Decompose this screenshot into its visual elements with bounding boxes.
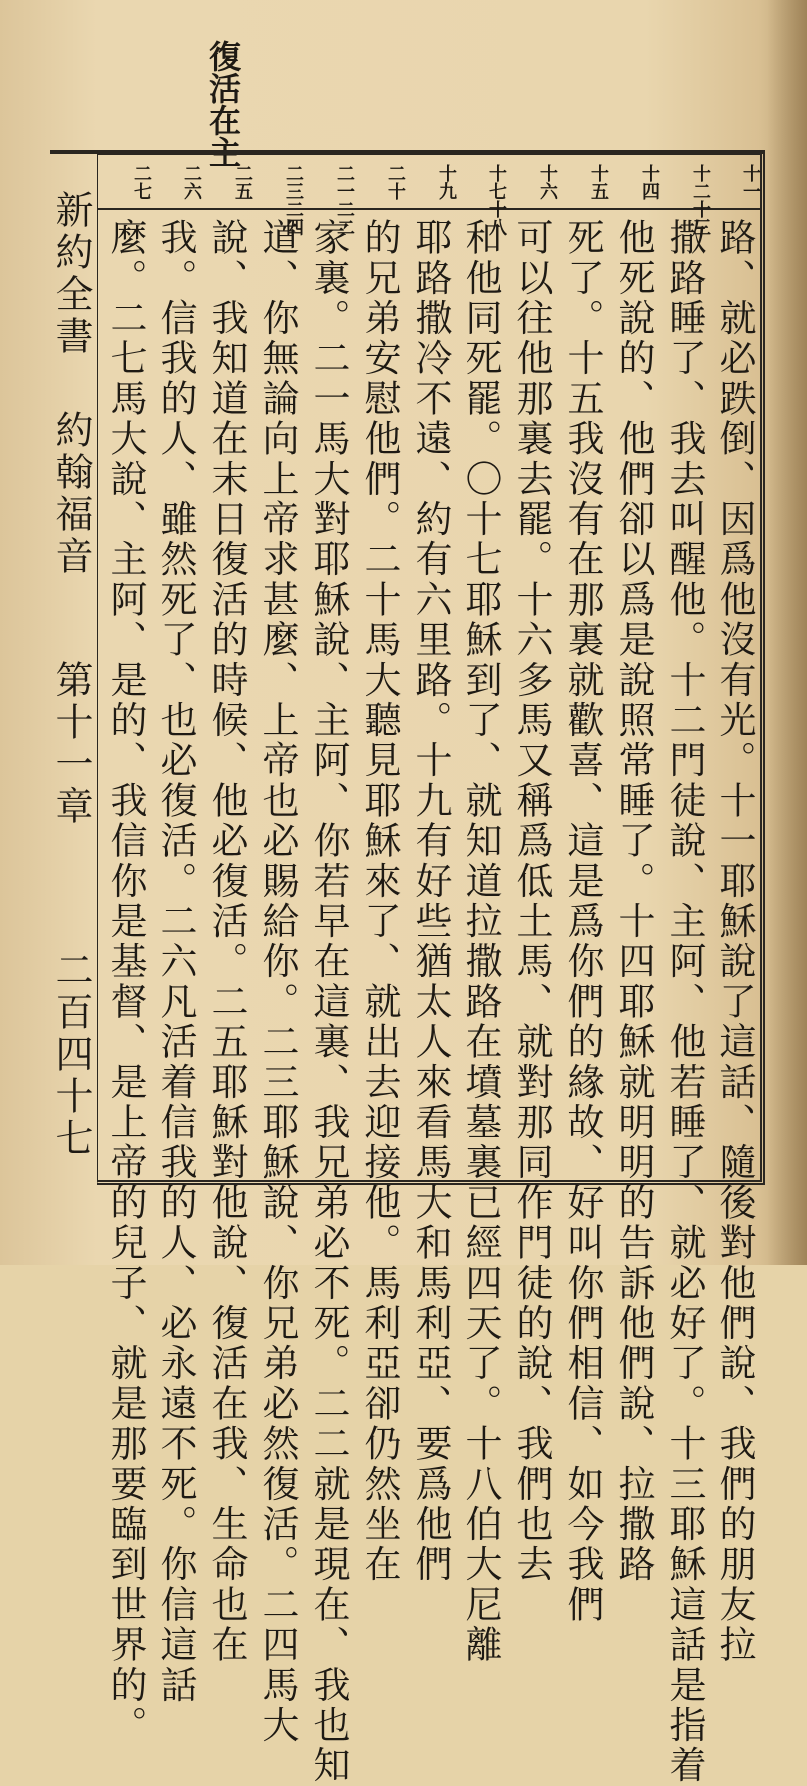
verse-number: 十一 bbox=[740, 164, 761, 200]
verse-number-row bbox=[97, 156, 762, 236]
chapter-label: 第十一章 bbox=[49, 660, 93, 828]
text-column: 路、就必跌倒、因爲他沒有光。十一耶穌說了這話、隨後對他們說、我們的朋友拉 bbox=[713, 218, 756, 1666]
verse-number: 二五 bbox=[232, 164, 253, 200]
page-number: 二百四十七 bbox=[49, 950, 93, 1160]
verse-number: 十二十三 bbox=[690, 164, 711, 236]
verse-number: 二七 bbox=[131, 164, 152, 200]
text-column: 家裏。二一馬大對耶穌說、主阿、你若早在這裏、我兄弟必不死。二二就是現在、我也知 bbox=[307, 218, 350, 1786]
text-column: 道、你無論向上帝求甚麼、上帝也必賜給你。二三耶穌說、你兄弟必然復活。二四馬大 bbox=[256, 218, 299, 1746]
verse-number: 十七十八 bbox=[486, 164, 507, 236]
text-column: 麼。二七馬大說、主阿、是的、我信你是基督、是上帝的兒子、就是那要臨到世界的。 bbox=[104, 218, 147, 1746]
section-heading: 復活在主 bbox=[204, 40, 242, 168]
page-edge-shadow bbox=[767, 0, 807, 1265]
text-column: 說、我知道在末日復活的時候、他必復活。二五耶穌對他說、復活在我、生命也在 bbox=[205, 218, 248, 1666]
text-column: 我。信我的人、雖然死了、也必復活。二六凡活着信我的人、必永遠不死。你信這話 bbox=[154, 218, 197, 1706]
verse-number: 十六 bbox=[537, 164, 558, 200]
text-column: 和他同死罷。〇十七耶穌到了、就知道拉撒路在墳墓裏已經四天了。十八伯大尼離 bbox=[459, 218, 502, 1666]
text-column: 他死說的、他們卻以爲是說照常睡了。十四耶穌就明明的告訴他們說、拉撒路 bbox=[612, 218, 655, 1585]
gospel-title: 約翰福音 bbox=[49, 410, 93, 578]
book-title: 新約全書 bbox=[49, 190, 93, 358]
text-column: 耶路撒冷不遠、約有六里路。十九有好些猶太人來看馬大和馬利亞、要爲他們 bbox=[409, 218, 452, 1585]
verse-number: 十五 bbox=[588, 164, 609, 200]
text-column: 的兄弟安慰他們。二十馬大聽見耶穌來了、就出去迎接他。馬利亞卻仍然坐在 bbox=[358, 218, 401, 1585]
verse-number: 二三二四 bbox=[283, 164, 304, 236]
text-column: 可以往他那裏去罷。十六多馬又稱爲低土馬、就對那同作門徒的說、我們也去 bbox=[510, 218, 553, 1585]
verse-number: 十四 bbox=[639, 164, 660, 200]
text-column: 死了。十五我沒有在那裏就歡喜、這是爲你們的緣故、好叫你們相信、如今我們 bbox=[561, 218, 604, 1625]
verse-number: 二一二二 bbox=[334, 164, 355, 236]
verse-number: 十九 bbox=[436, 164, 457, 200]
verse-number: 二十 bbox=[385, 164, 406, 200]
text-column: 撒路睡了、我去叫醒他。十二門徒說、主阿、他若睡了、就必好了。十三耶穌這話是指着 bbox=[663, 218, 706, 1786]
verse-number: 二六 bbox=[181, 164, 202, 200]
